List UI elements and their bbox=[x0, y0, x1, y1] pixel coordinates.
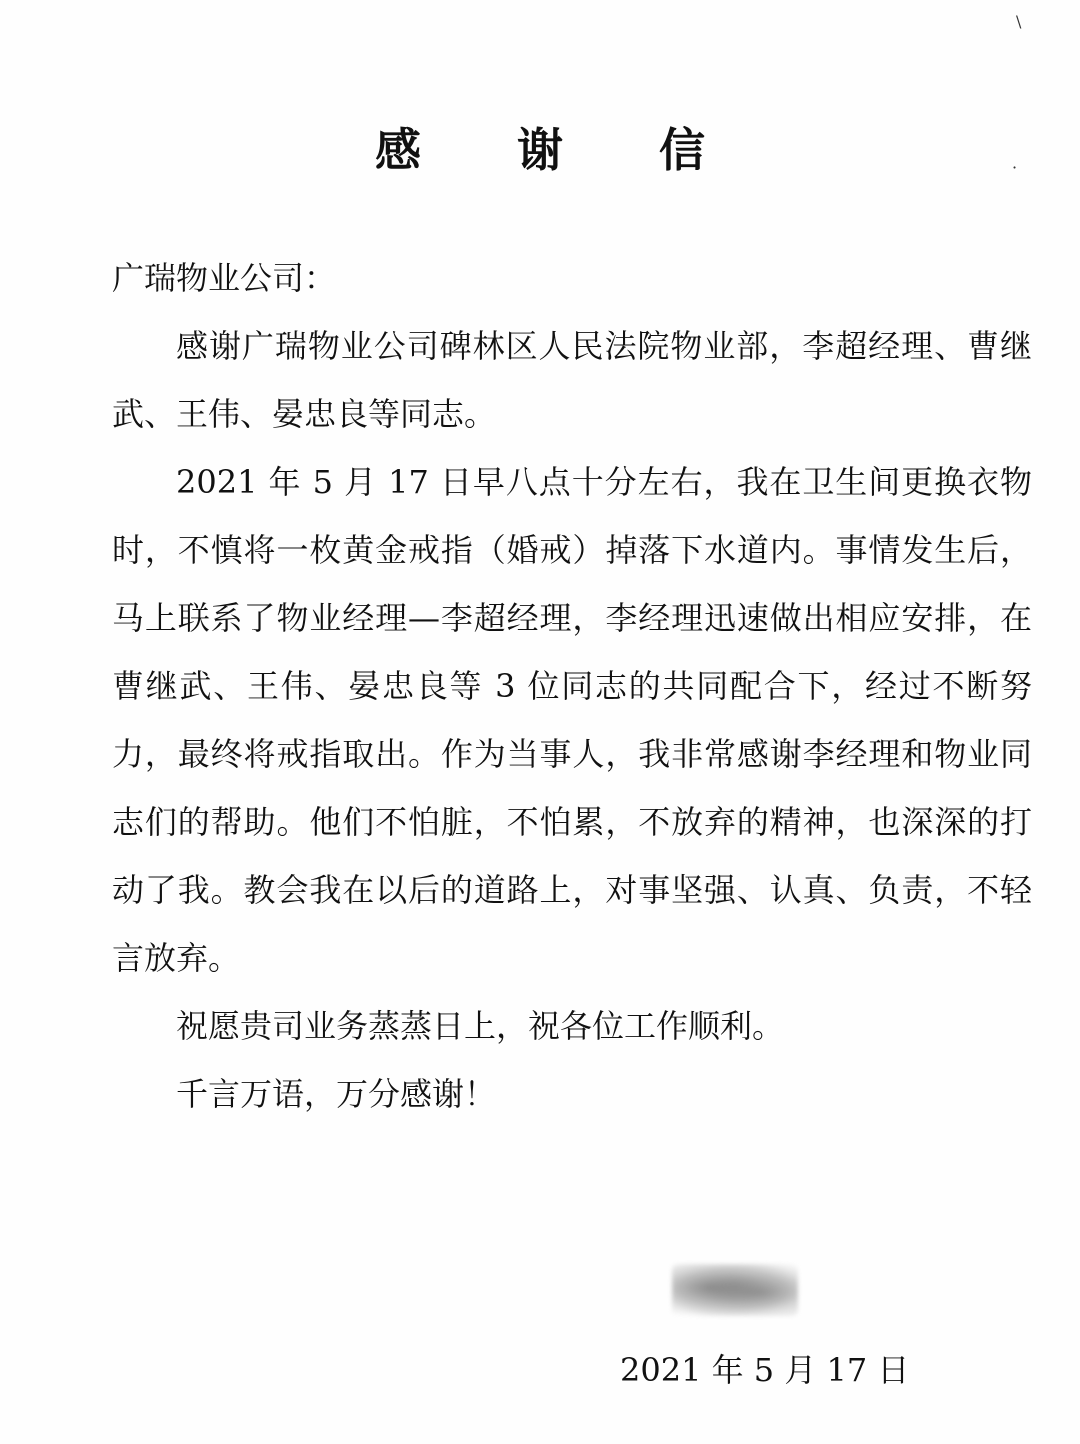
letter-body bbox=[112, 244, 1032, 1128]
paragraph-thanks: 感谢广瑞物业公司碑林区人民法院物业部，李超经理、曹继武、王伟、晏忠良等同志。 bbox=[112, 327, 1032, 433]
paragraph-closing: 千言万语，万分感谢！ bbox=[176, 1075, 497, 1113]
paragraph-story: 2021 年 5 月 17 日早八点十分左右，我在卫生间更换衣物时，不慎将一枚黄金戒指（婚戒）掉落下水道内。事情发生后，马上联系了物业经理—李超经理，李经理迅速做出相应安排，在曹继武、王伟、晏忠良等 3 位同志的共同配合下，经过不断努力，最终将戒指取出。作为当事人，我非常感谢李经理和物业同志们的帮助。他们不怕脏，不怕累，不放弃的精神，也深深的打动了我。教会我在以后的道路上，对事坚强、认真、负责，不轻言放弃。 bbox=[112, 463, 1032, 977]
margin-mark: · bbox=[1012, 158, 1018, 177]
corner-mark: \ bbox=[1016, 12, 1022, 31]
salutation: 广瑞物业公司： bbox=[112, 259, 337, 297]
paragraph-wishes: 祝愿贵司业务蒸蒸日上，祝各位工作顺利。 bbox=[176, 1007, 785, 1045]
blurred-signature bbox=[672, 1264, 798, 1316]
letter-title: 感 谢 信 bbox=[374, 123, 746, 177]
letter-date: 2021 年 5 月 17 日 bbox=[620, 1351, 910, 1389]
